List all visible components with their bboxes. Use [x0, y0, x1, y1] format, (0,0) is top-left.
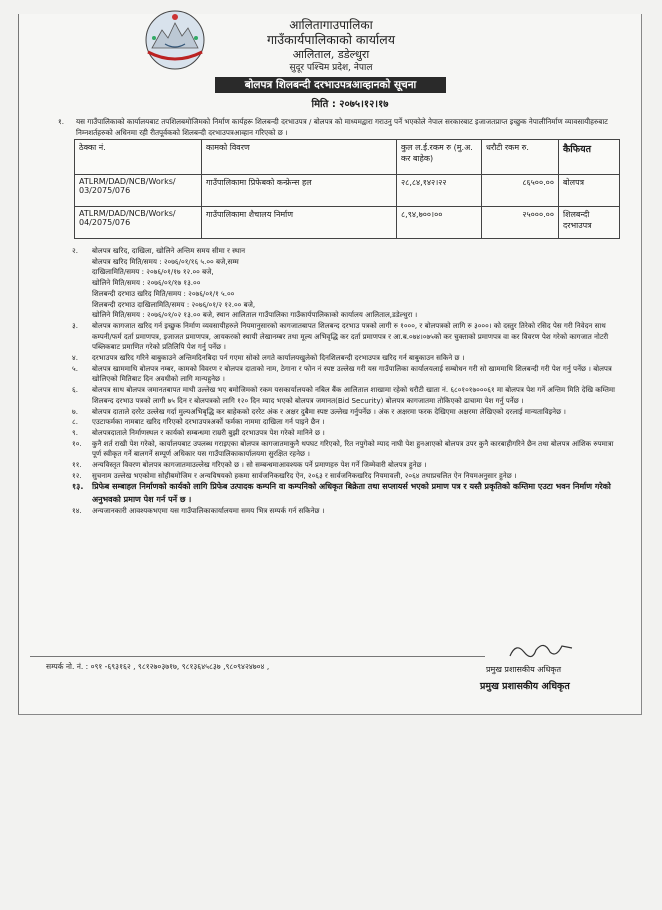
signatory-stamp: प्रमुख प्रशासकीय अधिकृत	[480, 681, 570, 692]
condition-text: बोलपत्र खाममाथि बोलपत्र नम्बर, कामको विवरण र बोलपत्र दाताको नाम, ठेगाना र फोन नं स्पष्ट उल्लेख गरी यस गाउँपालिका कार्यालयलाई सम्बोधन गरी सो खाममाथि शिलबन्दी गरी पेश गर्नु पर्नेछ । बोलपत्र खोलिएको मितिबाट दिन अवधीको लागि मान्यहुनेछ ।	[92, 363, 612, 384]
cell-work: गाउँपालिकामा प्रिफेबको कन्फ्रेन्स हल	[202, 175, 397, 207]
cell-remark: शिलबन्दी दरभाउपत्र	[559, 207, 620, 239]
divider	[30, 656, 485, 657]
notice-title: बोलपत्र शिलबन्दी दरभाउपत्रआव्हानको सूचना	[215, 77, 446, 93]
condition-14	[72, 506, 620, 517]
condition-text: बोलपत्र दाताले दररेट उल्लेख गर्दा मुल्यअभिबृद्धि कर बाहेकको दररेट अंक र अक्षर दुबैमा स्पष्ट उल्लेख गर्नुपर्नेछ । अंक र अक्षरमा फरक देखिएमा अक्षरमा लेखिएको दरलाई मान्यताविइनेछ ।	[92, 406, 566, 416]
condition-number: १२.	[72, 470, 82, 480]
condition-text: दरभाउपत्र खरिद गरिने बाबुकाउने अन्तिमदिनबिदा पर्न गएमा सोको लगते कार्यालयखुलेको दिनशिलबन्दी दरभाउपत्र खरिद गर्न बाबुकाउन सकिने छ ।	[92, 353, 465, 363]
condition-8	[72, 417, 620, 428]
cell-contract: ATLRM/DAD/NCB/Works/ 04/2075/076	[75, 207, 202, 239]
condition-5	[72, 364, 620, 385]
office-location: आलिताल, डडेल्धुरा	[292, 48, 370, 61]
condition-11	[72, 460, 620, 471]
condition-text: प्रिफेब सम्बाहल निर्माणको कार्यको लागि प्रिफेब उत्पादक कम्पनि वा कम्पनिको अधिकृत बिक्रेता तथा सप्लायर्स भएको प्रमाण पत्र र यस्तै प्रकृतिको कम्तिमा एउटा भवन निर्माण गरेको अनुभवको प्रमाण पेश गर्न पर्ने छ ।	[92, 482, 611, 504]
intro-text: यस गाउँपालिकाको कार्यालयबाट तपशिलबमोजिमको निर्माण कार्यहरू शिलबन्दी दरभाउपत्र / बोलपत्र को माध्यमद्वारा गराउनु पर्ने भएकोले नेपाल सरकारबाट इजाजतप्राप्त इच्छुक नेपालीनिर्माण व्यावसायीहरुबाट निम्नशर्तहरुको अधिनमा रही रीतपूर्वकको शिलबन्दी दरभाउपत्रआव्हान गरिएको छ ।	[76, 117, 608, 137]
table-header-row	[75, 140, 620, 175]
cell-estimate: ८,९४,७००।००	[397, 207, 482, 239]
cell-remark: बोलपत्र	[559, 175, 620, 207]
condition-10	[72, 439, 620, 460]
condition-number: ८.	[72, 417, 78, 427]
intro-number: १.	[58, 117, 65, 126]
schedule-line: दाखिलामिति/समय : २०७६/०१/१७ १२.०० बजे,	[92, 267, 214, 277]
condition-number: ५.	[72, 363, 78, 373]
conditions-list	[72, 246, 620, 517]
signature-scribble	[506, 638, 576, 662]
office-name: गाउँकार्यपालिकाको कार्यालय	[267, 32, 395, 47]
condition-text: बोलपत्र साथ बोलपत्र जमानतबापत माथी उल्लेख भए बमोजिमको रकम यसकार्यालयको नबिल बैंक आलिताल शाखामा रहेको धरौटी खाता नं. ६८०१०१७०००६१ मा बोलपत्र पेश गर्ने अन्तिम मिति देखि कम्तिमा शिलबन्द दरभाउ पत्रको लागी ७५ दिन र बोलपत्रको लागि १२० दिन म्याद भएको बोलपत्र जमानत(Bid Security) बोलपत्र कागजातमा तोकिएको ढाचामा पेश गर्नु पर्नेछ ।	[92, 385, 615, 405]
schedule-line: बोलपत्र खरिद मिति/समय : २०७६/०१/१६ ५.०० बजे,सम्म	[92, 256, 239, 266]
condition-6	[72, 385, 620, 406]
cell-estimate: २८,८४,१४२।२२	[397, 175, 482, 207]
condition-text: अन्यजानकारी आवश्यकभएमा यस गाउँपालिकाकार्यालयमा समय भित्र सम्पर्क गर्न सकिनेछ ।	[92, 506, 325, 516]
tender-table	[74, 139, 620, 239]
condition-2	[72, 246, 620, 321]
schedule-line: शिलबन्दी दरभाउ दाखिलामिति/समय : २०७६/०१/२ १२.०० बजे,	[92, 299, 256, 309]
condition-number: १०.	[72, 438, 82, 448]
condition-12	[72, 471, 620, 482]
cell-work: गाउँपालिकामा शैचालय निर्माण	[202, 207, 397, 239]
condition-number: ७.	[72, 406, 78, 416]
condition-number: ३.	[72, 320, 78, 330]
condition-text: सुचनाम उल्लेख भएकोमा सोहीबमोजिम र अन्यविषयको हकमा सार्वजनिकखरिद ऐन, २०६३ र सार्वजनिकखरिद नियमावली, २०६४ तथाप्रचलित ऐन नियमअनुसार हुनेछ ।	[92, 470, 517, 480]
intro-paragraph	[58, 116, 620, 138]
cell-deposit: २५०००.००	[482, 207, 559, 239]
contact-numbers: सम्पर्क नो. नं. : ०९१ -६९३१६२ , ९८१२७०३७१७, ९८१३६४५८३७ ,९८०९४२४७०४ ,	[46, 662, 270, 671]
schedule-line: खोलिने मिति/समय : २०७६/०१/०२ १३.०० बजे, स्थान आलिताल गाउँपालिका गाउँकार्यपालिकाको कार्यालय आलिताल,डडेल्धुरा ।	[92, 310, 418, 320]
province-line: सुदूर पश्चिम प्रदेश, नेपाल	[289, 63, 373, 73]
condition-text: बोलपत्रदाताले निर्माणस्थल र कार्यको सम्बन्धमा राम्ररी बुझी दरभाउपत्र पेश गरेको मानिने छ ।	[92, 427, 325, 437]
table-row	[75, 175, 620, 207]
condition-text: बोलपत्र खरिद, दाखिला, खोलिने अन्तिम समय सीमा र स्थान	[92, 246, 246, 255]
col-work-description: कामको विवरण	[202, 140, 397, 175]
condition-number: १३.	[72, 482, 84, 492]
condition-number: १४.	[72, 506, 82, 516]
condition-text: एउटाफर्मका नामबाट खरिद गरिएको दरभाउपत्रअर्को फर्मका नाममा दाखिला गर्न पाइने छैन ।	[92, 417, 325, 427]
condition-7	[72, 407, 620, 418]
col-estimate: कुल ल.ई.रकम रु (मु.अ. कर बाहेक)	[397, 140, 482, 175]
condition-number: ६.	[72, 385, 78, 395]
condition-4	[72, 353, 620, 364]
condition-number: ९.	[72, 427, 78, 437]
condition-text: कुनै शर्त राखी पेश गरेको, कार्यालयबाट उपलब्ध गराइएका बोलपत्र कागजातमाकुनै थपघट गरिएको, रित नपुगेको म्याद नाघी पेश हुनआएको बोलपत्र उपर कुनै कारबाहीगरिने छैन तथा बोलपत्र आंशिक रुपमात्रा पूर्ण स्वीकृत गर्ने बालगर्ने सम्पूर्ण अधिकार यस गाउँपालिकाकार्यालयमा सुरक्षित रहनेछ ।	[92, 438, 614, 459]
condition-text: अन्यविस्तृत विवरण बोलपत्र कागजातमाउल्लेख गरिएको छ । सो सम्बन्धमाआवश्यक पर्ने प्रमाणहरु पेश गर्ने जिम्मेवारी बोलपत्र हुनेछ ।	[92, 460, 427, 470]
signatory-title: प्रमुख प्रशासकीय अधिकृत	[486, 665, 562, 674]
condition-text: बोलपत्र कागजात खरिद गर्न इच्छुक निर्माण व्यवसायीहरुले नियमानुसारको कागजातबापत शिलबन्द दरभाउ पत्रको लागी रु १०००, र बोलपत्रको लागि रु ३०००। को दस्तुर तिरेको रसिद पेस गरी निवेदन साथ कम्पनी/फर्म दर्ता प्रमाणपत्र, इजाजत प्रमाणपत्र, आयकरको स्थायी लेखानम्बर तथा मूल्य अभिवृद्धि कर दर्ता प्रमाणपत्र र आ.ब.०७४।०७५को कर चुक्ताको प्रमाणपत्र वा कर विवरण पेश गरेको कागजात नोटरी पब्लिकबाट प्रमाणित गरेको प्रतिलिपि पेश गर्नु पर्नेछ ।	[92, 320, 609, 352]
cell-contract: ATLRM/DAD/NCB/Works/ 03/2075/076	[75, 175, 202, 207]
municipality-name: आलितागाउपालिका	[289, 18, 373, 32]
condition-3	[72, 321, 620, 353]
condition-number: २.	[72, 246, 78, 255]
col-contract-no: ठेक्का नं.	[75, 140, 202, 175]
col-remarks: कैफियत	[559, 140, 620, 175]
condition-9	[72, 428, 620, 439]
condition-number: ११.	[72, 460, 82, 470]
schedule-line: खोलिने मिति/समय : २०७६/०१/१७ १३.००	[92, 278, 201, 288]
cell-deposit: ८६५००.००	[482, 175, 559, 207]
schedule-line: शिलबन्दी दरभाउ खरिद मिति/समय : २०७६/०१/१ ५.००	[92, 288, 235, 298]
condition-number: ४.	[72, 353, 78, 363]
notice-date: मिति : २०७५।१२।१७	[311, 99, 389, 110]
col-deposit: धरौटी रकम रु.	[482, 140, 559, 175]
condition-13	[72, 481, 620, 506]
table-row	[75, 207, 620, 239]
